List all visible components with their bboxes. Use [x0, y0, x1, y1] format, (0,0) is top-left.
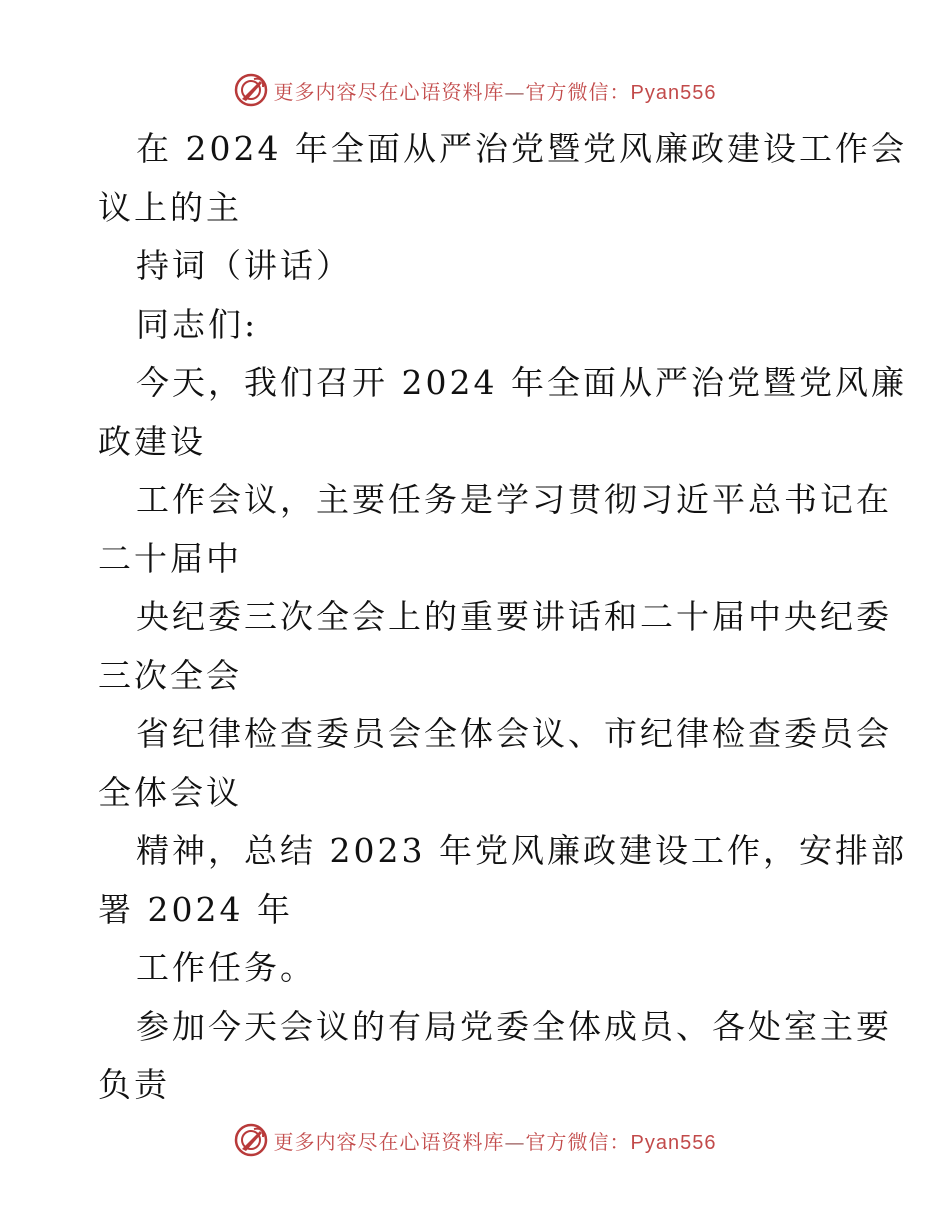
- watermark-banner-top: [0, 70, 950, 110]
- text-line: 精神，总结 2023 年党风廉政建设工作，安排部: [136, 831, 907, 870]
- text-line: 同志们:: [136, 304, 259, 344]
- text-line: 参加今天会议的有局党委全体成员、各处室主要: [136, 1006, 892, 1046]
- watermark-text: 更多内容尽在心语资料库—官方微信：Pyan556: [273, 79, 717, 104]
- text-line: 省纪律检查委员会全体会议、市纪律检查委员会: [136, 714, 892, 753]
- text-line: 在 2024 年全面从严治党暨党风廉政建设工作会: [136, 129, 907, 168]
- text-line: 二十届中: [98, 538, 242, 578]
- text-line: 持词（讲话）: [136, 246, 352, 285]
- text-line: 政建设: [98, 421, 206, 461]
- text-line: 今天，我们召开 2024 年全面从严治党暨党风廉: [136, 363, 907, 402]
- watermark-text: 更多内容尽在心语资料库—官方微信：Pyan556: [273, 1129, 717, 1154]
- text-line: 全体会议: [98, 772, 242, 812]
- text-line: 工作任务。: [136, 948, 316, 987]
- text-line: 三次全会: [98, 655, 242, 695]
- quill-logo-icon: [234, 73, 268, 107]
- text-line: 工作会议，主要任务是学习贯彻习近平总书记在: [136, 480, 892, 519]
- text-line: 负责: [98, 1065, 170, 1104]
- quill-logo-icon: [234, 1123, 268, 1157]
- watermark-banner-bottom: [0, 1120, 950, 1160]
- document-body: [98, 120, 907, 1115]
- text-line: 署 2024 年: [98, 889, 293, 929]
- text-line: 央纪委三次全会上的重要讲话和二十届中央纪委: [136, 597, 892, 636]
- text-line: 议上的主: [98, 187, 242, 227]
